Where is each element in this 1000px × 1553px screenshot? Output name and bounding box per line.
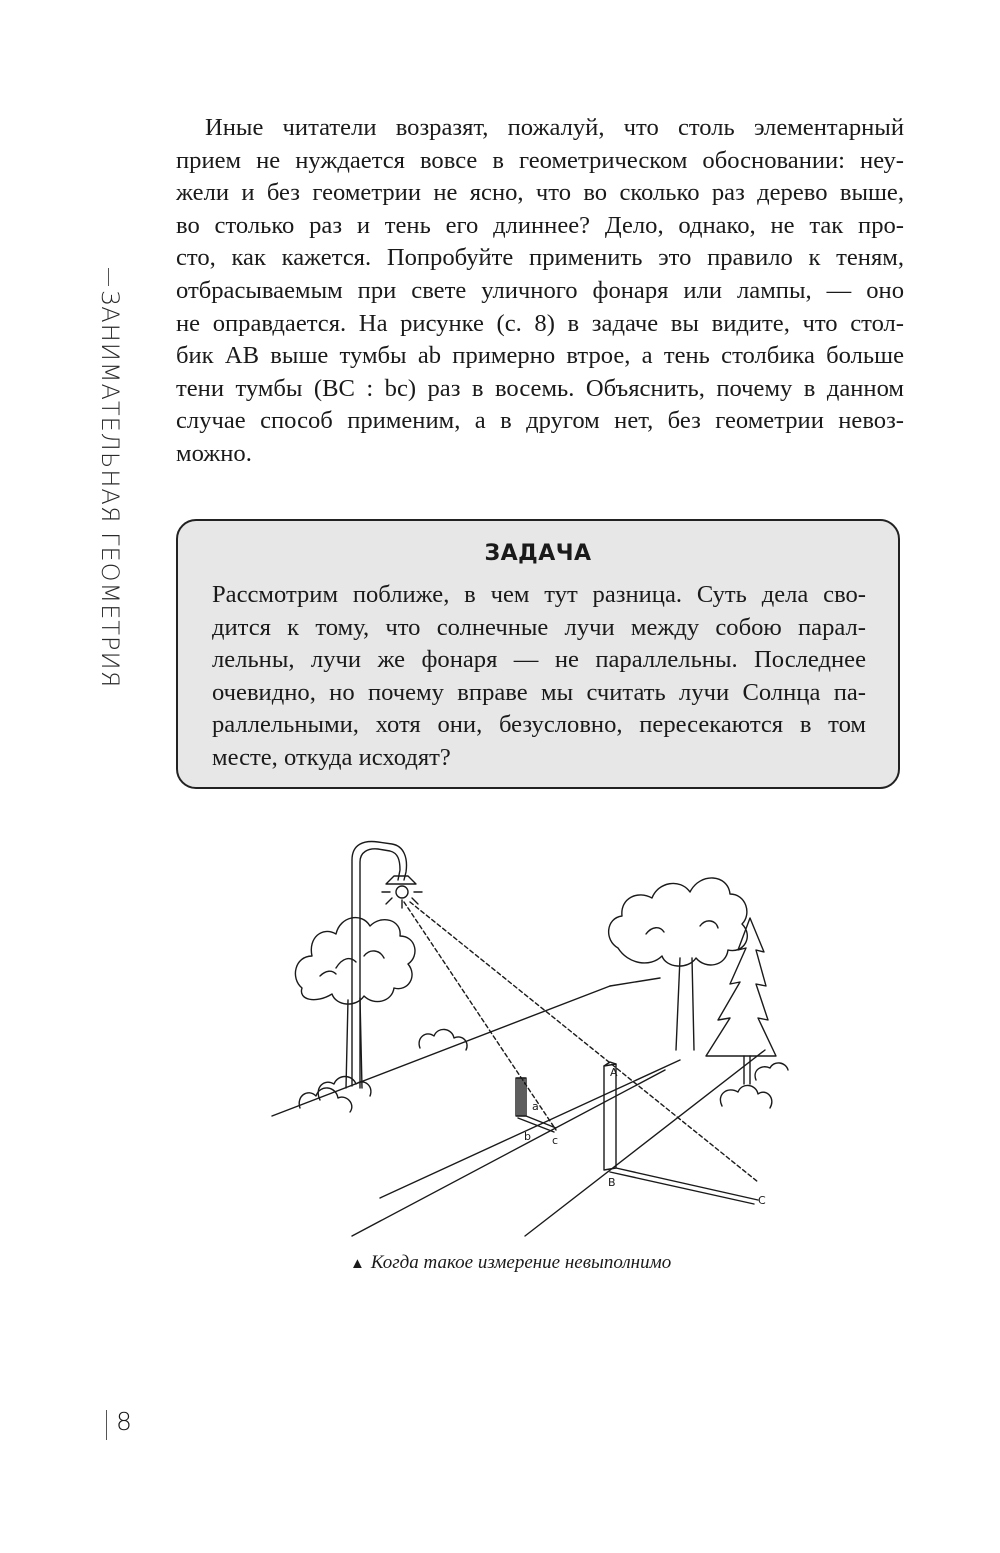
figure-caption	[350, 1252, 671, 1274]
triangle-icon: ▲	[350, 1256, 365, 1272]
label-b: b	[524, 1130, 531, 1143]
left-tree	[295, 918, 415, 1100]
caption-text: Когда такое измерение невыполнимо	[370, 1252, 672, 1273]
page-number: 8	[116, 1407, 132, 1436]
task-text	[212, 579, 866, 775]
body-line: можно.	[176, 439, 252, 467]
running-title-rule	[108, 268, 109, 286]
task-line: дится к тому, что солнечные лучи между собою парал-	[212, 613, 866, 641]
task-line: раллельными, хотя они, безусловно, пересекаются в том	[212, 711, 866, 739]
road-edge-near	[352, 1070, 665, 1236]
task-line: Рассмотрим поближе, в чем тут разница. Суть дела сво-	[212, 581, 866, 608]
tall-post-ab	[604, 1062, 758, 1204]
body-line: не оправдается. На рисунке (с. 8) в задаче вы видите, что стол-	[176, 309, 904, 337]
body-line: отбрасываемым при свете уличного фонаря или лампы, — оно	[176, 276, 904, 304]
task-title: ЗАДАЧА	[484, 541, 592, 566]
body-line: Иные читатели возразят, пожалуй, что столь элементарный	[205, 114, 904, 141]
road-edge-far	[272, 986, 610, 1116]
illustration-svg	[260, 838, 820, 1248]
label-c: c	[552, 1134, 559, 1147]
ray-to-c-large	[410, 902, 758, 1182]
body-line: сто, как кажется. Попробуйте применить это правило к теням,	[176, 244, 904, 272]
page-number-rule	[106, 1410, 107, 1440]
body-line: случае способ применим, а в другом нет, без геометрии невоз-	[176, 407, 904, 435]
body-line: жели и без геометрии не ясно, что во сколько раз дерево выше,	[176, 179, 904, 207]
body-line: во столько раз и тень его длиннее? Дело, однако, не так про-	[176, 211, 904, 239]
task-box	[176, 519, 900, 789]
road-edge-right	[525, 1050, 765, 1236]
lamp-post	[352, 842, 422, 1088]
lamp-rays	[404, 902, 758, 1182]
body-paragraph	[176, 112, 904, 471]
figure-labels	[524, 1066, 766, 1207]
label-a: a	[532, 1100, 539, 1113]
left-bushes	[299, 1029, 467, 1112]
task-line: очевидно, но почему вправе мы считать лучи Солнца па-	[212, 678, 866, 706]
label-A: A	[610, 1066, 618, 1079]
task-line: лельны, лучи же фонаря — не параллельны. Последнее	[212, 646, 866, 674]
road-far-end	[610, 978, 660, 986]
label-B: B	[608, 1176, 616, 1189]
body-line: прием не нуждается вовсе в геометрическом обосновании: неу-	[176, 146, 904, 174]
street-lamp-illustration	[260, 838, 820, 1248]
label-C: C	[758, 1194, 766, 1207]
task-line: месте, откуда исходят?	[212, 743, 451, 771]
fir-tree	[706, 918, 776, 1084]
body-line: тени тумбы (BC : bc) раз в восемь. Объяснить, почему в данном	[176, 374, 904, 402]
running-title: ЗАНИМАТЕЛЬНАЯ ГЕОМЕТРИЯ	[96, 290, 124, 689]
body-line: бик AB выше тумбы ab примерно втрое, а тень столбика больше	[176, 342, 904, 370]
right-bushes	[720, 1063, 788, 1108]
